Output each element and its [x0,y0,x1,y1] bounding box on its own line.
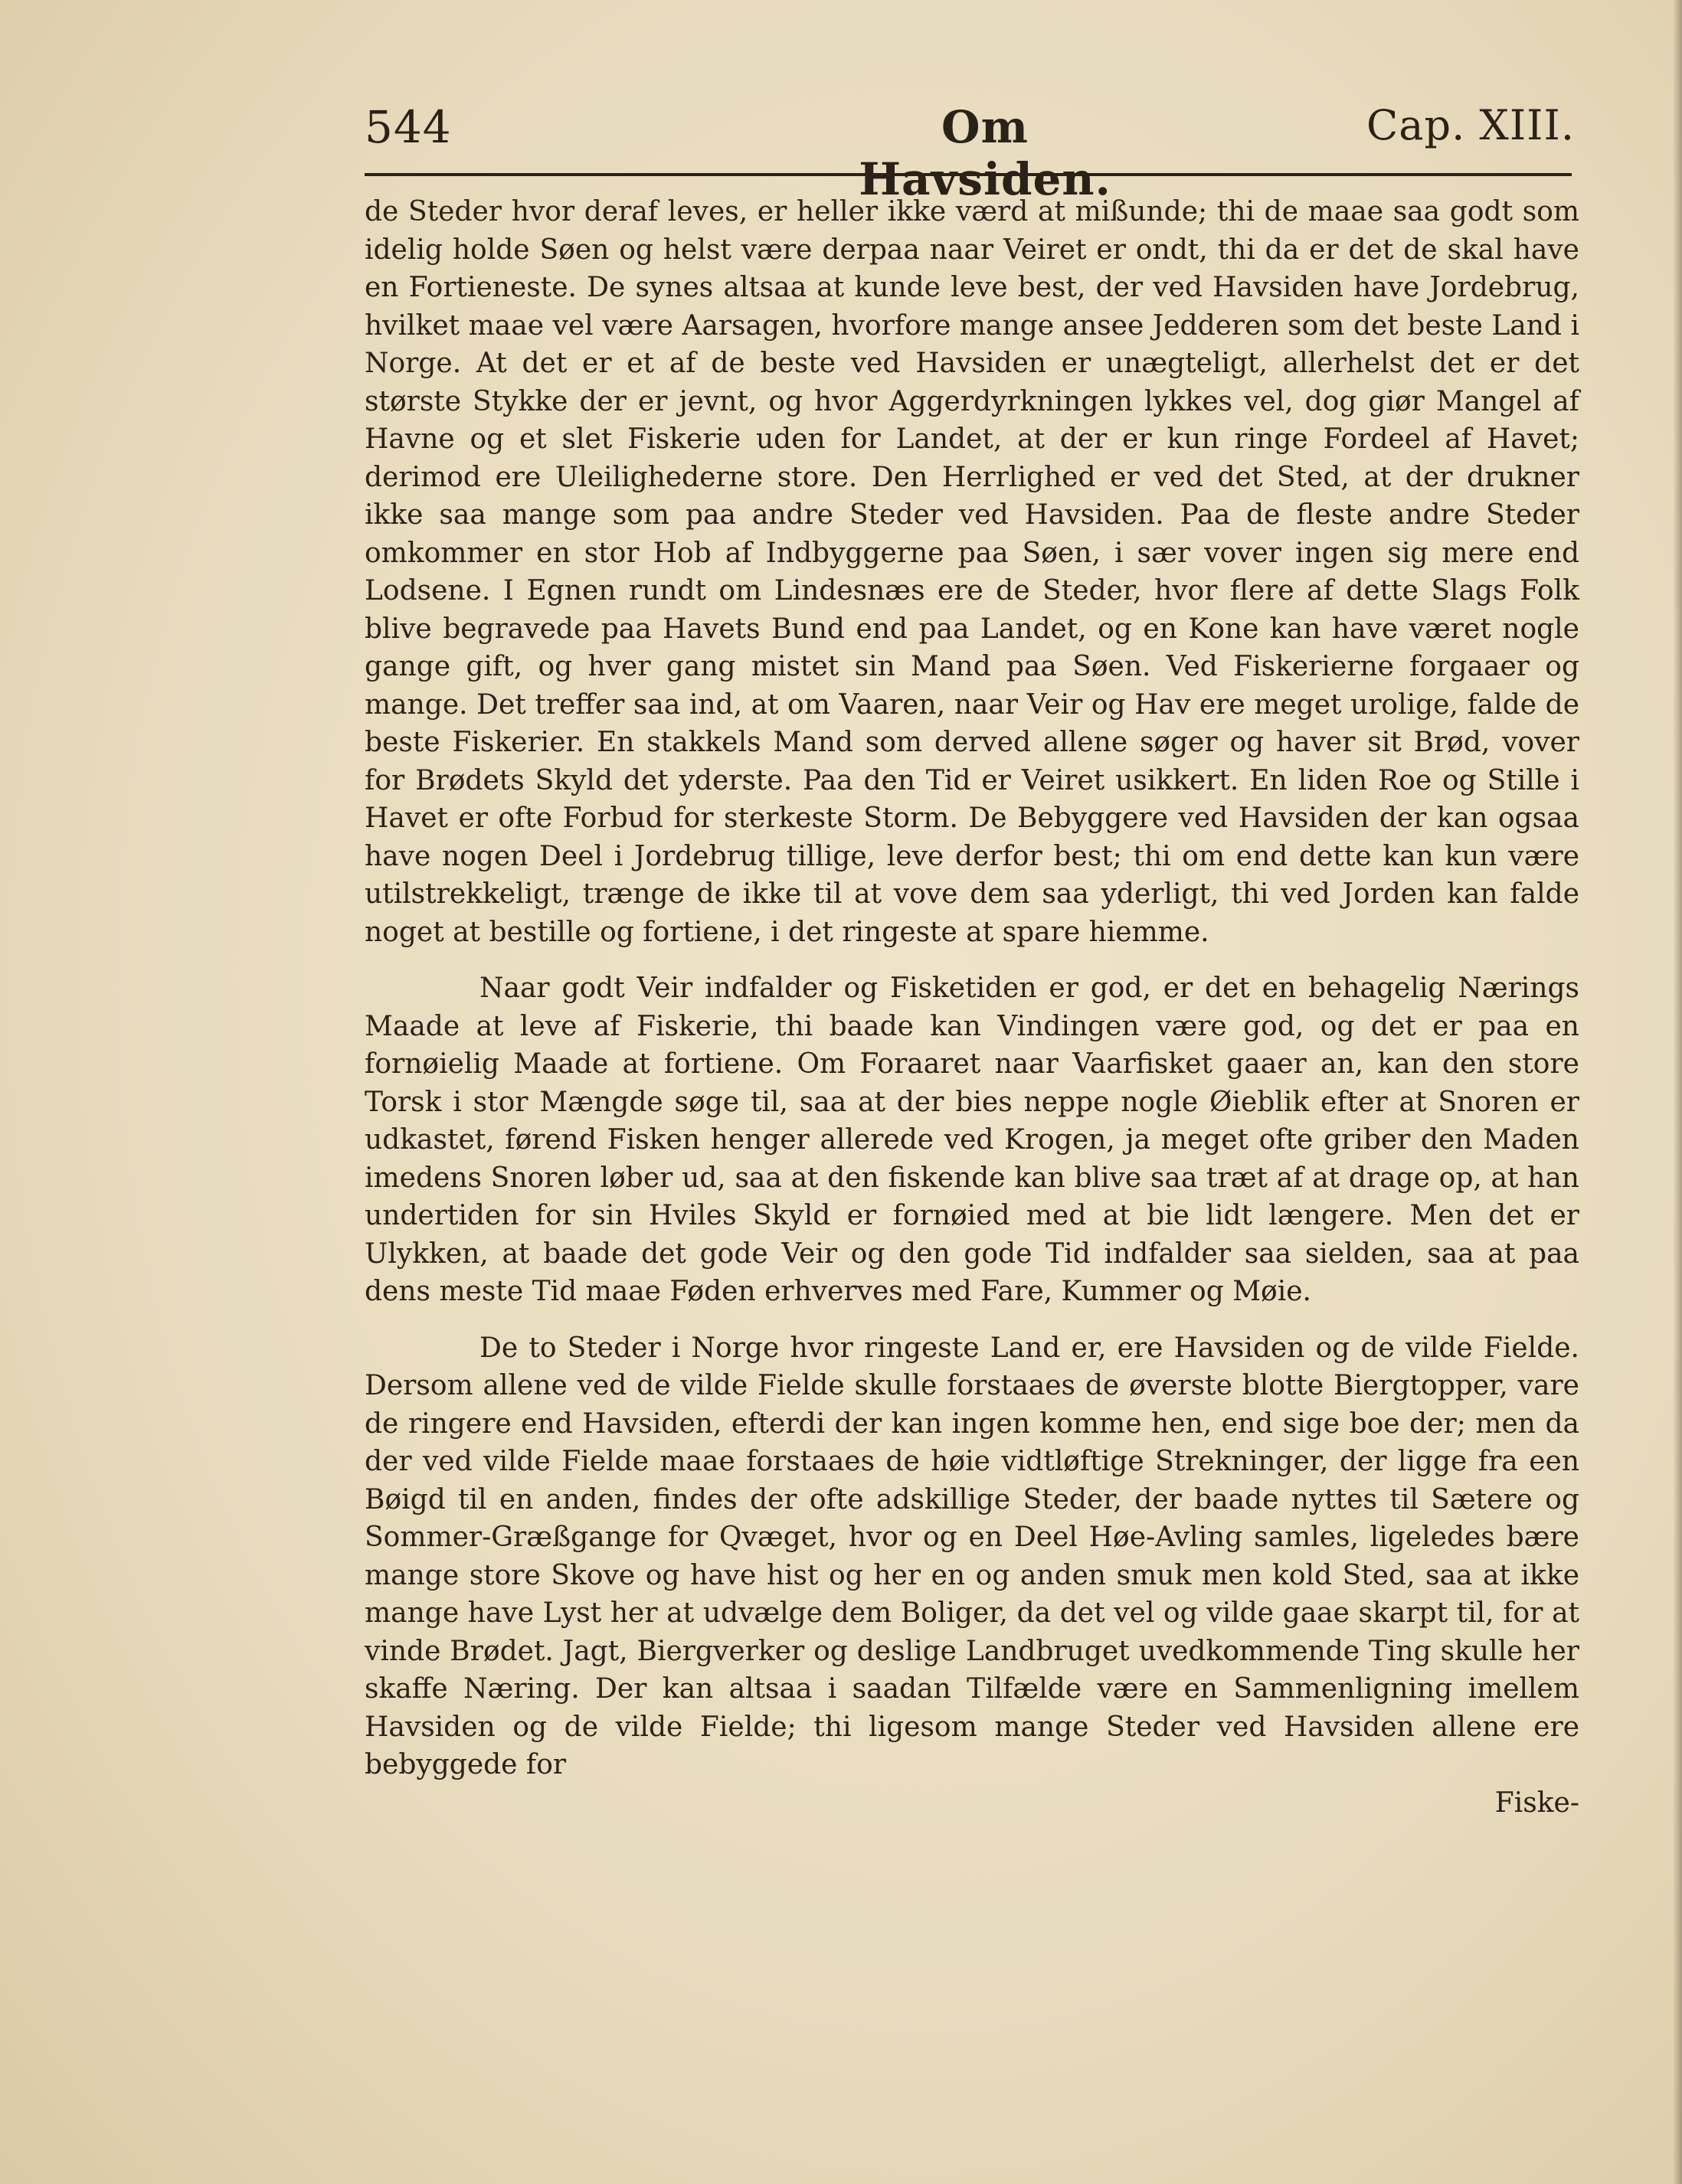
paragraph-3: De to Steder i Norge hvor ringeste Land er, ere Havsiden og de vilde Fielde. Dersom allene ved de vilde Fielde skulle forstaaes de øverste blotte Biergtopper, vare de ringere end Havsiden, efterdi der kan ingen komme hen, end sige boe der; men da der ved vilde Fielde maae forstaaes de høie vidtløftige Strekninger, der ligge fra een Bøigd til en anden, findes der ofte adskillige Steder, der baade nyttes til Sætere og Sommer-Græßgange for Qvæget, hvor og en Deel Høe-Avling samles, ligeledes bære mange store Skove og have hist og her en og anden smuk men kold Sted, saa at ikke mange have Lyst her at udvælge dem Boliger, da det vel og vilde gaae skarpt til, for at vinde Brødet. Jagt, Biergverker og deslige Landbruget uvedkommende Ting skulle her skaffe Næring. Der kan altsaa i saadan Tilfælde være en Sammenligning imellem Havsiden og de vilde Fielde; thi ligesom mange Steder ved Havsiden allene ere bebyggede for [365,1332,1579,1780]
body-text [365,193,1579,1822]
paragraph-2: Naar godt Veir indfalder og Fisketiden er god, er det en behagelig Nærings Maade at leve af Fiskerie, thi baade kan Vindingen være god, og det er paa en fornøielig Maade at fortiene. Om Foraaret naar Vaarfisket gaaer an, kan den store Torsk i stor Mængde søge til, saa at der bies neppe nogle Øieblik efter at Snoren er udkastet, førend Fisken henger allerede ved Krogen, ja meget ofte griber den Maden imedens Snoren løber ud, saa at den fiskende kan blive saa træt af at drage op, at han undertiden for sin Hviles Skyld er fornøied med at bie lidt længere. Men det er Ulykken, at baade det gode Veir og den gode Tid indfalder saa sielden, saa at paa dens meste Tid maae Føden erhverves med Fare, Kummer og Møie. [365,973,1579,1307]
running-title: Om Havsiden. [859,101,1111,205]
page-header [365,101,1575,205]
paragraph-1: de Steder hvor deraf leves, er heller ikke værd at mißunde; thi de maae saa godt som idelig holde Søen og helst være derpaa naar Veiret er ondt, thi da er det de skal have en Fortieneste. De synes altsaa at kunde leve best, der ved Havsiden have Jordebrug, hvilket maae vel være Aarsagen, hvorfore mange ansee Jedderen som det beste Land i Norge. At det er et af de beste ved Havsiden er unægteligt, allerhelst det er det største Stykke der er jevnt, og hvor Aggerdyrkningen lykkes vel, dog giør Mangel af Havne og et slet Fiskerie uden for Landet, at der er kun ringe Fordeel af Havet; derimod ere Uleilighederne store. Den Herrlighed er ved det Sted, at der drukner ikke saa mange som paa andre Steder ved Havsiden. Paa de fleste andre Steder omkommer en stor Hob af Indbyggerne paa Søen, i sær vover ingen sig mere end Lodsene. I Egnen rundt om Lindesnæs ere de Steder, hvor flere af dette Slags Folk blive begravede paa Havets Bund end paa Landet, og en Kone kan have været nogle gange gift, og hver gang mistet sin Mand paa Søen. Ved Fiskerierne forgaaer og mange. Det treffer saa ind, at om Vaaren, naar Veir og Hav ere meget urolige, falde de beste Fiskerier. En stakkels Mand som derved allene søger og haver sit Brød, vover for Brødets Skyld det yderste. Paa den Tid er Veiret usikkert. En liden Roe og Stille i Havet er ofte Forbud for sterkeste Storm. De Bebyggere ved Havsiden der kan ogsaa have nogen Deel i Jordebrug tillige, leve derfor best; thi om end dette kan kun være utilstrekkeligt, trænge de ikke til at vove dem saa yderligt, thi ved Jorden kan falde noget at bestille og fortiene, i det ringeste at spare hiemme. [365,196,1579,948]
catchword: Fiske- [1494,1787,1579,1819]
page-number: 544 [365,101,452,153]
page-edge-shadow [1673,0,1682,2184]
chapter-label: Cap. XIII. [1366,101,1575,149]
header-rule [365,173,1572,176]
